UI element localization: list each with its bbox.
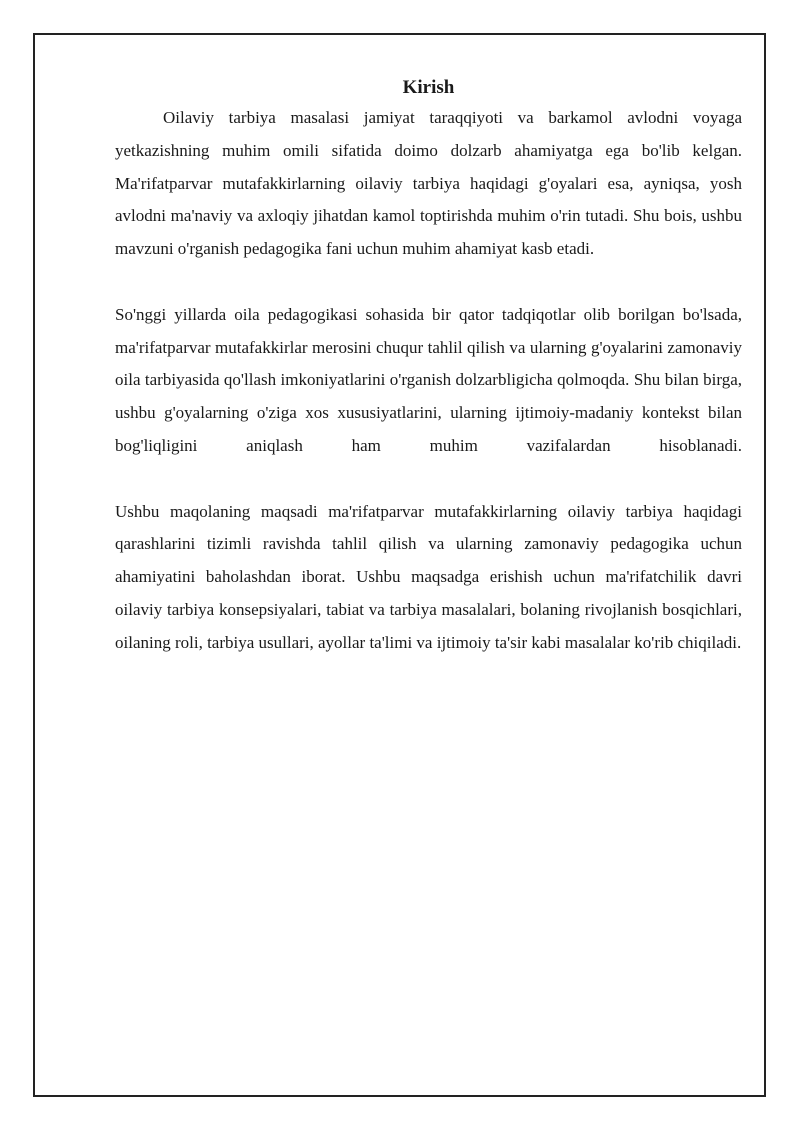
paragraph-3: Ushbu maqolaning maqsadi ma'rifatparvar mutafakkirlarning oilaviy tarbiya haqidagi qarashlarini tizimli ravishda tahlil qilish va ularning zamonaviy pedagogika uchun ahamiyatini baholashdan iborat. Ushbu maqsadga erishish uchun ma'rifatchilik davri oilaviy tarbiya konsepsiyalari, tabiat va tarbiya masalalari, bolaning rivojlanish bosqichlari, oilaning roli, tarbiya usullari, ayollar ta'limi va ijtimoiy ta'sir kabi masalalar ko'rib chiqiladi. xyxy=(115,501,742,652)
section-heading: Kirish xyxy=(402,77,455,98)
paragraph-gap xyxy=(115,266,742,299)
paragraph-2: So'nggi yillarda oila pedagogikasi sohasida bir qator tadqiqotlar olib borilgan bo'lsada, ma'rifatparvar mutafakkirlar merosini chuqur tahlil qilish va ularning g'oyalarini zamonaviy oila tarbiyasida qo'llash imkoniyatlarini o'rganish dolzarbligicha qolmoqda. Shu bilan birga, ushbu g'oyalarning o'ziga xos xususiyatlarini, ularning ijtimoiy-madaniy kontekst bilan bog'liqligini aniqlash ham muhim vazifalardan hisoblanadi. xyxy=(115,304,742,455)
paragraph-gap xyxy=(115,463,742,496)
document-body xyxy=(115,75,742,660)
paragraph-1: Oilaviy tarbiya masalasi jamiyat taraqqiyoti va barkamol avlodni voyaga yetkazishning muhim omili sifatida doimo dolzarb ahamiyatga ega bo'lib kelgan. Ma'rifatparvar mutafakkirlarning oilaviy tarbiya haqidagi g'oyalari esa, ayniqsa, yosh avlodni ma'naviy va axloqiy jihatdan kamol toptirishda muhim o'rin tutadi. Shu bois, ushbu mavzuni o'rganish pedagogika fani uchun muhim ahamiyat kasb etadi. xyxy=(115,108,742,259)
